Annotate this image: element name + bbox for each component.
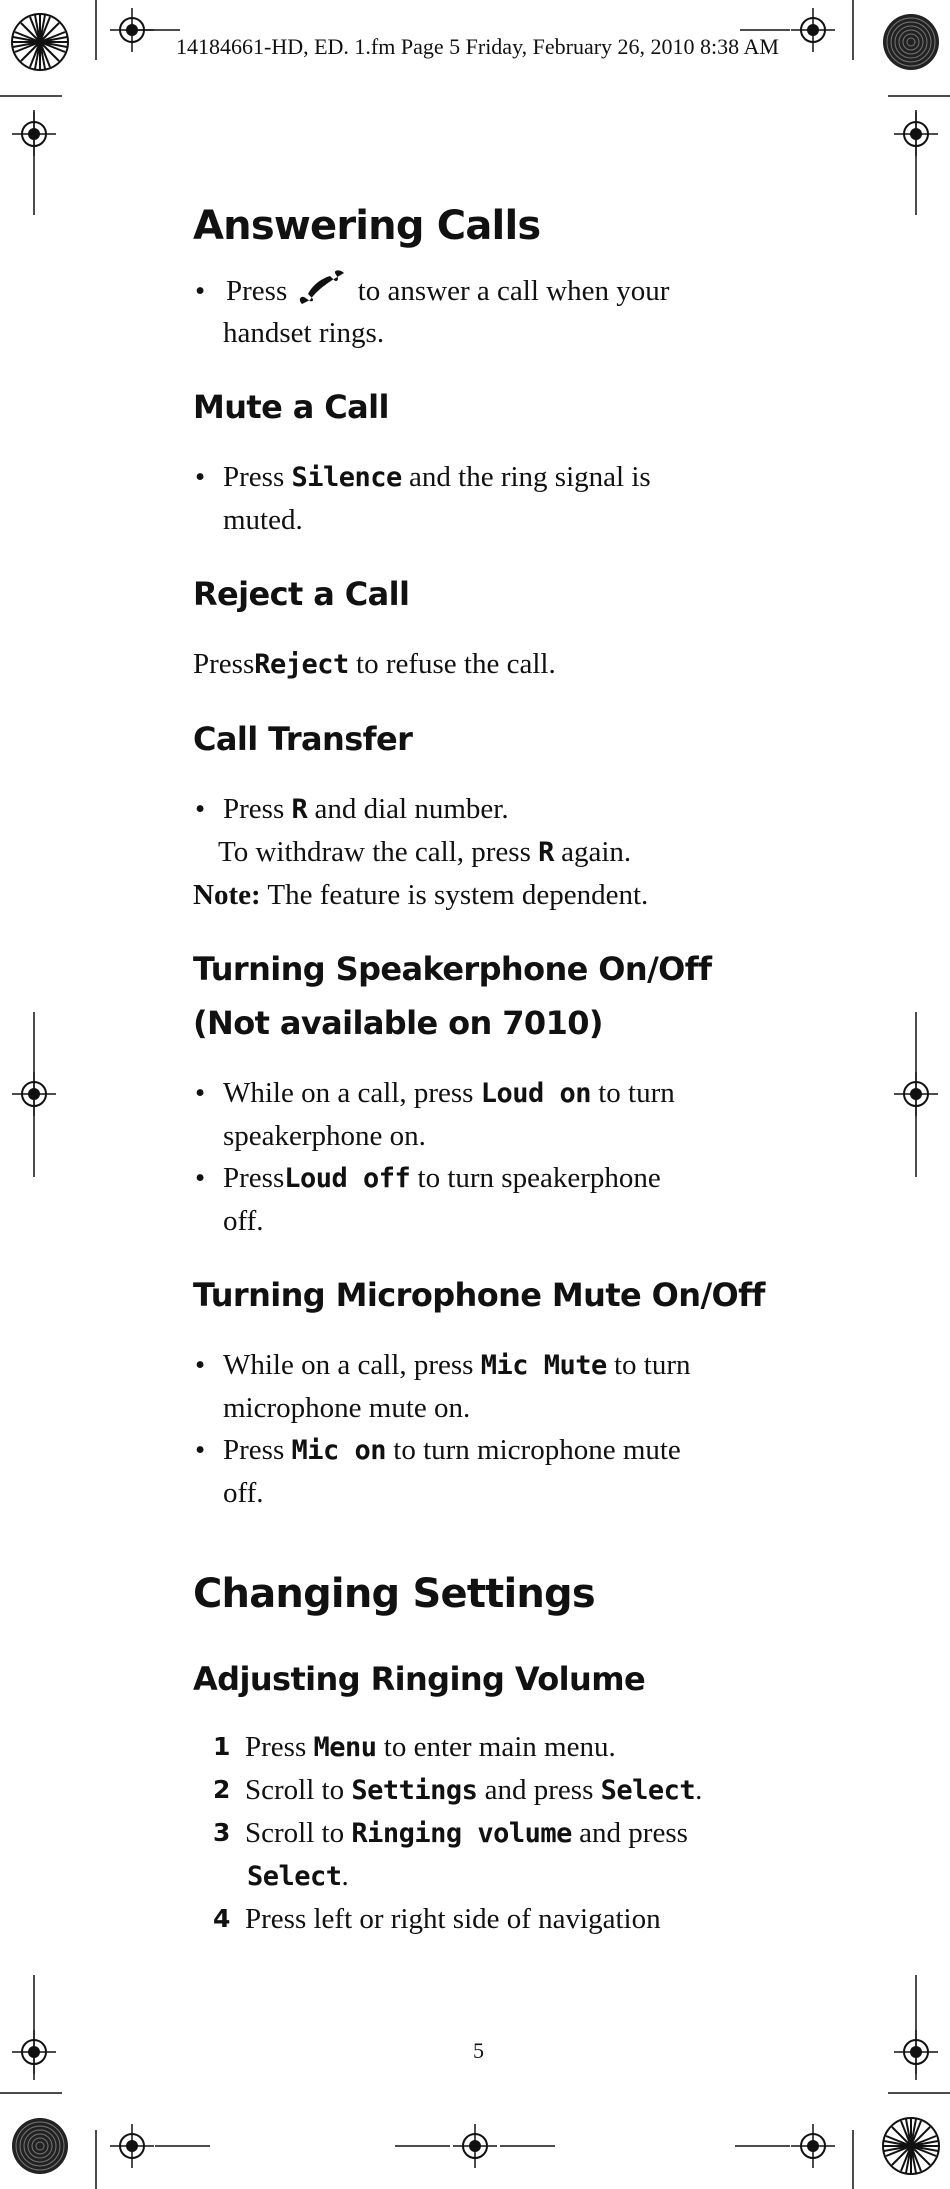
print-slug-header: 14184661-HD, ED. 1.fm Page 5 Friday, February 26, 2010 8:38 AM [176,34,779,59]
page-content [193,190,793,1940]
mic-bullet-on: • Press Mic on to turn microphone mute off. [195,1434,681,1509]
target-bottom-right-icon [883,2118,939,2174]
registration-mark-right-bottom-icon [894,2030,938,2074]
section-title-microphone-mute: Turning Microphone Mute On/Off [193,1276,765,1314]
display-key-silence: Silence [291,462,402,493]
section-title-call-transfer: Call Transfer [193,720,413,758]
target-bottom-left-icon [12,2118,68,2174]
registration-mark-bottom-1-icon [110,2124,154,2168]
section-title-mute-a-call: Mute a Call [193,388,389,426]
display-key-loud-off: Loud off [284,1163,411,1194]
speaker-bullet-off: • PressLoud off to turn speakerphone off. [195,1162,661,1237]
step-4: 4 Press left or right side of navigation [193,1898,793,1940]
display-key-loud-on: Loud on [480,1078,591,1109]
section-title-speakerphone-note: (Not available on 7010) [193,1004,603,1042]
mute-bullet: • Press Silence and the ring signal is muted. [195,461,651,536]
display-key-ringing-volume: Ringing volume [351,1818,572,1849]
step-3: 3 Scroll to Ringing volume and press Select. [193,1812,793,1898]
display-key-select: Select [600,1775,696,1806]
bullet-dot: • [195,275,206,307]
answering-bullet: • Press to answer a call when your handset rings. [193,270,793,354]
section-title-reject-a-call: Reject a Call [193,575,410,613]
speaker-bullet-on: • While on a call, press Loud on to turn speakerphone on. [195,1077,675,1152]
section-title-answering-calls: Answering Calls [193,203,541,249]
display-key-mic-mute: Mic Mute [480,1350,607,1381]
display-key-menu: Menu [313,1732,377,1763]
registration-mark-top-1-icon [110,8,154,52]
target-top-left-icon [12,14,68,70]
section-title-changing-settings: Changing Settings [193,1571,595,1617]
note-label: Note: [193,879,261,911]
section-title-speakerphone: Turning Speakerphone On/Off [193,950,712,988]
page-number: 5 [473,2038,484,2063]
step-1: 1 Press Menu to enter main menu. [193,1726,793,1769]
registration-mark-bottom-3-icon [791,2124,835,2168]
display-key-select-2: Select [247,1861,342,1892]
registration-mark-right-top-icon [894,112,938,156]
registration-mark-bottom-2-icon [453,2124,497,2168]
section-title-ringing-volume: Adjusting Ringing Volume [193,1660,646,1698]
registration-mark-left-mid-icon [12,1072,56,1116]
step-number: 2 [213,1775,231,1804]
step-number: 1 [213,1732,231,1761]
registration-mark-top-2-icon [791,8,835,52]
display-key-r-2: R [538,837,554,868]
registration-mark-left-bottom-icon [12,2030,56,2074]
transfer-note: Note: The feature is system dependent. [193,879,649,911]
display-key-settings: Settings [351,1775,478,1806]
handset-phone-icon [294,270,350,310]
step-2: 2 Scroll to Settings and press Select. [193,1769,793,1812]
transfer-bullet: • Press R and dial number. [195,793,509,825]
display-key-r: R [291,794,308,825]
step-number: 4 [213,1904,231,1933]
registration-mark-left-top-icon [12,112,56,156]
display-key-mic-on: Mic on [291,1435,387,1466]
display-key-reject: Reject [254,649,349,680]
transfer-withdraw-line: To withdraw the call, press R again. [218,836,632,868]
step-number: 3 [213,1818,231,1847]
registration-mark-right-mid-icon [894,1072,938,1116]
target-top-right-icon [883,14,939,70]
reject-paragraph: PressReject to refuse the call. [193,648,556,680]
mic-bullet-mute: • While on a call, press Mic Mute to turn microphone mute on. [195,1349,691,1424]
